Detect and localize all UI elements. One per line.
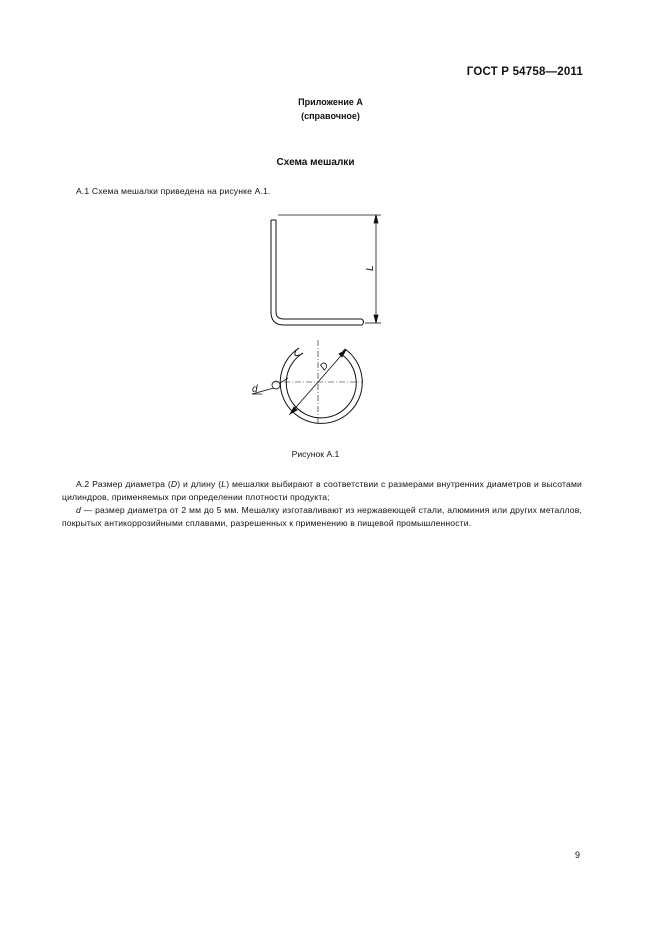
appendix-heading [0, 95, 661, 123]
figure-caption: Рисунок А.1 [291, 449, 340, 459]
section-title: Схема мешалки [276, 157, 355, 168]
paragraph-d [62, 504, 582, 529]
paragraph-a2 [62, 478, 582, 503]
paragraph-a1: А.1 Схема мешалки приведена на рисунке А.1. [76, 186, 271, 196]
variable-l: L [221, 479, 227, 489]
paragraph-a2-prefix: А.2 Размер диаметра ( [76, 479, 171, 489]
diameter-label: D [318, 360, 332, 374]
stirrer-side-view [271, 220, 364, 325]
paragraph-a2-suffix: ) мешалки выбирают в соответствии с размерами внутренних диаметров и высотами цилиндров, применяемых при определении плотности продукта; [62, 479, 582, 502]
paragraph-d-text: — размер диаметра от 2 мм до 5 мм. Мешалку изготавливают из нержавеющей стали, алюминия или других металлов, покрытых антикоррозийными сплавами, разрешенных к применению в пищевой промышленности. [62, 505, 582, 528]
variable-d-lower: d [76, 505, 81, 515]
standard-number: ГОСТ Р 54758—2011 [466, 66, 583, 78]
appendix-subtitle: (справочное) [301, 111, 360, 121]
page-number: 9 [575, 850, 581, 860]
paragraph-a2-mid: ) и длину ( [177, 479, 222, 489]
figure-stirrer [240, 208, 410, 438]
wire-diameter-label: d [252, 384, 258, 395]
variable-d-upper: D [170, 479, 178, 489]
stirrer-drawing [240, 208, 410, 433]
appendix-title: Приложение А [298, 97, 363, 107]
length-label: L [365, 265, 376, 271]
